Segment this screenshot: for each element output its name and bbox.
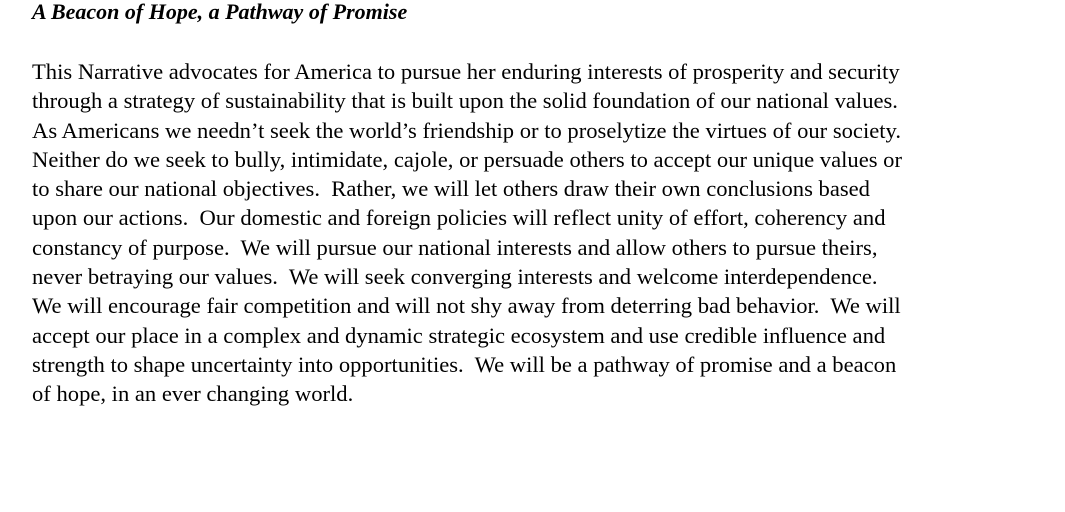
paragraph-line: never betraying our values. We will seek converging interests and welcome interdependence. <box>32 264 878 290</box>
paragraph-line: This Narrative advocates for America to pursue her enduring interests of prosperity and security <box>32 59 900 84</box>
paragraph-line: strength to shape uncertainty into opportunities. We will be a pathway of promise and a beacon <box>32 351 897 377</box>
paragraph-line: through a strategy of sustainability that is built upon the solid foundation of our national values. <box>32 88 898 114</box>
paragraph-line: As Americans we needn’t seek the world’s friendship or to proselytize the virtues of our society. <box>32 117 902 143</box>
body-paragraph <box>32 57 1042 409</box>
paragraph-line: of hope, in an ever changing world. <box>32 381 354 407</box>
paragraph-line: constancy of purpose. We will pursue our national interests and allow others to pursue theirs, <box>32 234 878 260</box>
paragraph-line: accept our place in a complex and dynamic strategic ecosystem and use credible influence and <box>32 322 886 348</box>
paragraph-line: We will encourage fair competition and will not shy away from deterring bad behavior. We will <box>32 293 901 319</box>
document-page <box>32 0 1042 409</box>
section-heading: A Beacon of Hope, a Pathway of Promise <box>32 0 408 24</box>
paragraph-line: to share our national objectives. Rather, we will let others draw their own conclusions based <box>32 176 870 202</box>
paragraph-line: Neither do we seek to bully, intimidate, cajole, or persuade others to accept our unique values or <box>32 146 902 172</box>
paragraph-line: upon our actions. Our domestic and foreign policies will reflect unity of effort, coherency and <box>32 205 886 231</box>
